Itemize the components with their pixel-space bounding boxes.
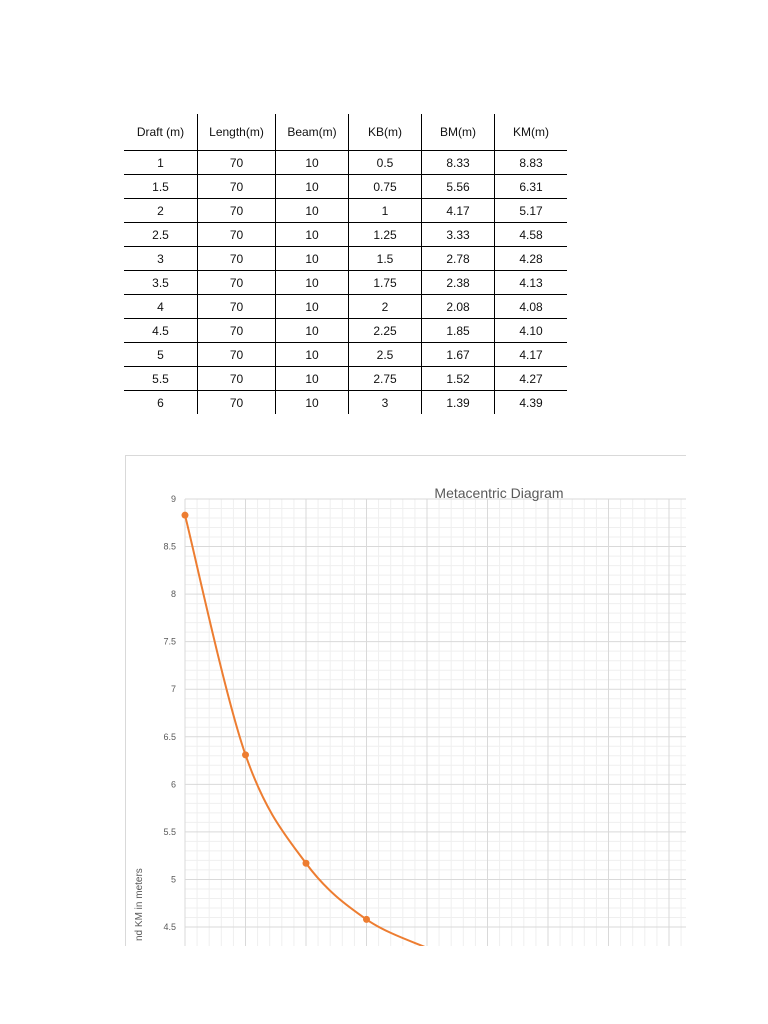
- table-cell: 4.5: [124, 319, 198, 343]
- column-header: KB(m): [349, 114, 422, 151]
- table-cell: 6.31: [495, 175, 568, 199]
- table-cell: 70: [198, 319, 276, 343]
- y-tick-label: 8: [170, 589, 176, 600]
- table-cell: 4: [124, 295, 198, 319]
- y-tick-label: 8.5: [163, 541, 176, 552]
- table-cell: 70: [198, 175, 276, 199]
- table-row: [124, 151, 567, 175]
- table-cell: 70: [198, 151, 276, 175]
- table-row: [124, 367, 567, 391]
- table-cell: 5.56: [422, 175, 495, 199]
- table-cell: 70: [198, 247, 276, 271]
- table-cell: 1: [124, 151, 198, 175]
- table-cell: 10: [276, 223, 349, 247]
- y-tick-label: 4.5: [163, 922, 176, 932]
- table-cell: 3: [124, 247, 198, 271]
- table-row: [124, 247, 567, 271]
- table-cell: 1.52: [422, 367, 495, 391]
- table-cell: 10: [276, 199, 349, 223]
- data-point: [182, 512, 189, 519]
- table-cell: 1.75: [349, 271, 422, 295]
- column-header: Draft (m): [124, 114, 198, 151]
- table-cell: 4.13: [495, 271, 568, 295]
- table-cell: 3: [349, 391, 422, 415]
- table-cell: 2.25: [349, 319, 422, 343]
- table-cell: 2.5: [349, 343, 422, 367]
- y-tick-label: 9: [170, 494, 176, 504]
- table-cell: 0.75: [349, 175, 422, 199]
- table-cell: 70: [198, 271, 276, 295]
- y-axis-title: nd KM in meters: [134, 868, 145, 941]
- table-cell: 70: [198, 223, 276, 247]
- table-cell: 2: [124, 199, 198, 223]
- chart-title: Metacentric Diagram: [434, 485, 564, 501]
- y-tick-label: 6.5: [163, 731, 176, 742]
- table-cell: 5.5: [124, 367, 198, 391]
- data-point: [303, 860, 310, 867]
- table-cell: 2.38: [422, 271, 495, 295]
- table-row: [124, 199, 567, 223]
- table-cell: 10: [276, 175, 349, 199]
- column-header: Length(m): [198, 114, 276, 151]
- y-tick-labels: [163, 494, 176, 932]
- table-cell: 4.17: [422, 199, 495, 223]
- column-header: KM(m): [495, 114, 568, 151]
- table-cell: 70: [198, 199, 276, 223]
- table-cell: 1.39: [422, 391, 495, 415]
- table-row: [124, 319, 567, 343]
- table-cell: 1.67: [422, 343, 495, 367]
- table-cell: 4.58: [495, 223, 568, 247]
- table-cell: 1.85: [422, 319, 495, 343]
- chart-svg: [126, 456, 686, 946]
- table-cell: 0.5: [349, 151, 422, 175]
- table-cell: 4.28: [495, 247, 568, 271]
- table-row: [124, 175, 567, 199]
- y-tick-label: 5.5: [163, 826, 176, 837]
- y-tick-label: 5: [170, 874, 176, 885]
- column-header: Beam(m): [276, 114, 349, 151]
- table-cell: 10: [276, 391, 349, 415]
- table-cell: 2.78: [422, 247, 495, 271]
- table-cell: 10: [276, 343, 349, 367]
- table-cell: 10: [276, 271, 349, 295]
- data-point: [363, 916, 370, 923]
- column-header: BM(m): [422, 114, 495, 151]
- table-cell: 3.33: [422, 223, 495, 247]
- table-cell: 1.5: [349, 247, 422, 271]
- table-cell: 4.39: [495, 391, 568, 415]
- table-cell: 8.83: [495, 151, 568, 175]
- table-cell: 2: [349, 295, 422, 319]
- table-cell: 10: [276, 247, 349, 271]
- table-cell: 6: [157, 395, 164, 410]
- table-cell: 70: [198, 343, 276, 367]
- data-table: [124, 114, 567, 414]
- metacentric-chart: [125, 455, 686, 946]
- table-cell: 10: [276, 295, 349, 319]
- table-cell: 1.25: [349, 223, 422, 247]
- table-cell: 5.17: [495, 199, 568, 223]
- y-tick-label: 7: [170, 684, 176, 695]
- table-row: [124, 223, 567, 247]
- table-cell: 10: [276, 319, 349, 343]
- table-cell: 10: [276, 367, 349, 391]
- y-tick-label: 7.5: [163, 636, 176, 647]
- table-cell: 4.27: [495, 367, 568, 391]
- table-cell: 1: [349, 199, 422, 223]
- table-cell: 10: [276, 151, 349, 175]
- table-row: [124, 271, 567, 295]
- table-cell: 4.08: [495, 295, 568, 319]
- table-cell: 1.5: [124, 175, 198, 199]
- table-body: [124, 151, 567, 415]
- table-cell: 2.75: [349, 367, 422, 391]
- table-cell: 3.5: [124, 271, 198, 295]
- table-cell: 5: [124, 343, 198, 367]
- table-cell: 8.33: [422, 151, 495, 175]
- table-cell: 70: [198, 367, 276, 391]
- y-tick-label: 6: [170, 779, 176, 790]
- table-header-row: [124, 114, 567, 151]
- table-cell: 4.10: [495, 319, 568, 343]
- table-cell: 4.17: [495, 343, 568, 367]
- data-point: [242, 751, 249, 758]
- table-cell: 2.5: [124, 223, 198, 247]
- table-row: [124, 295, 567, 319]
- table-cell: 2.08: [422, 295, 495, 319]
- table-row: [124, 391, 567, 415]
- table-cell: 70: [198, 391, 276, 415]
- table-row: [124, 343, 567, 367]
- table-cell: 70: [198, 295, 276, 319]
